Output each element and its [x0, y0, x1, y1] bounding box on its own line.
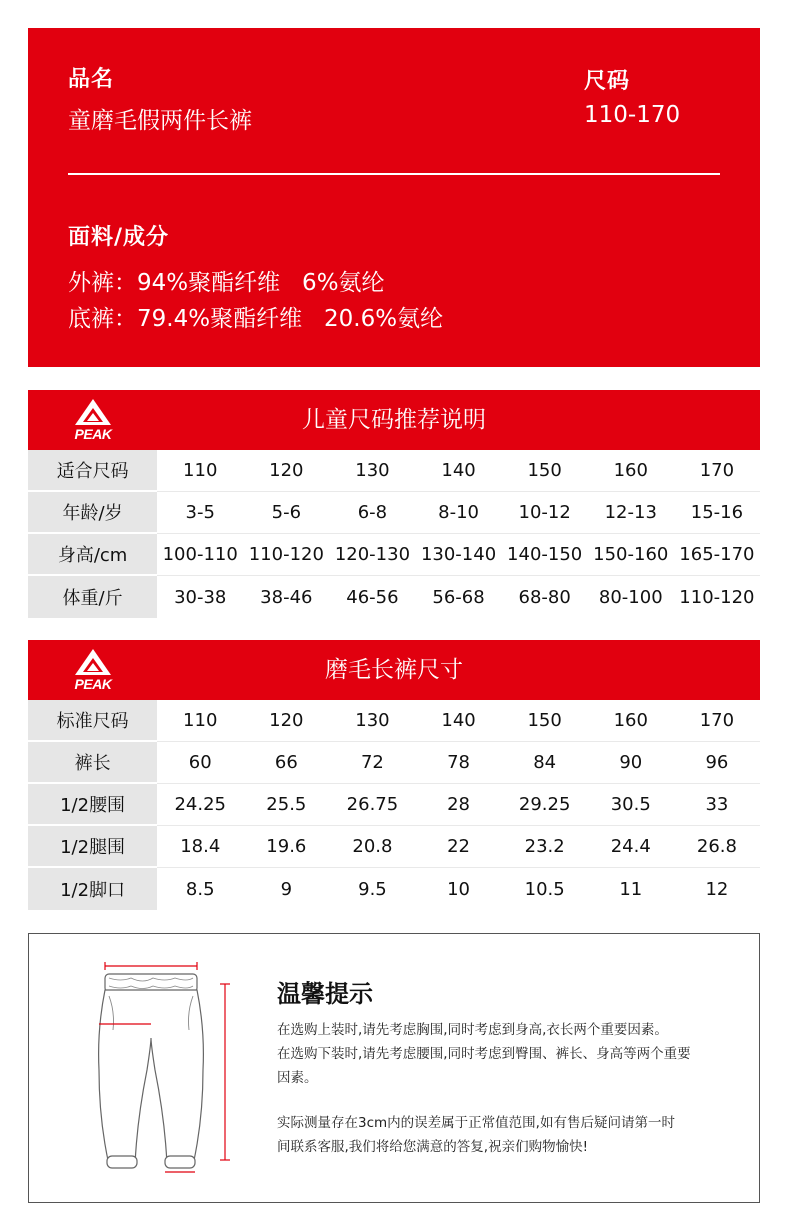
table-cell: 33 — [674, 784, 760, 826]
table-cell: 56-68 — [432, 586, 485, 608]
table-cell: 140-150 — [502, 534, 588, 576]
size-guide-section — [28, 390, 760, 618]
table-cell: 150 — [502, 450, 588, 492]
table-cell: 6-8 — [329, 492, 415, 534]
table-cell: 120-130 — [329, 534, 415, 576]
table-cell: 130-140 — [416, 534, 502, 576]
table-cell: 160 — [588, 700, 674, 742]
table-cell: 160 — [588, 450, 674, 492]
table-cell: 150-160 — [588, 534, 674, 576]
fabric-outer-line: 外裤：94%聚酯纤维 6%氨纶 — [68, 270, 385, 296]
divider — [68, 173, 720, 175]
table-row — [28, 492, 760, 534]
table-cell: 60 — [157, 742, 243, 784]
table-row — [28, 868, 760, 910]
table-row — [28, 826, 760, 868]
table-cell: 120 — [243, 450, 329, 492]
product-info-panel — [28, 28, 760, 367]
tips-box — [28, 933, 760, 1203]
peak-logo-text: PEAK — [74, 676, 112, 692]
table-cell: 24.25 — [157, 784, 243, 826]
measurements-title: 磨毛长裤尺寸 — [325, 657, 463, 683]
table-cell: 140 — [416, 450, 502, 492]
table-row — [28, 534, 760, 576]
table-cell: 96 — [674, 742, 760, 784]
table-cell: 28 — [416, 784, 502, 826]
table-cell: 20.8 — [329, 826, 415, 868]
tips-line: 在选购上装时,请先考虑胸围,同时考虑到身高,衣长两个重要因素。 — [277, 1022, 668, 1038]
table-cell: 30-38 — [174, 586, 227, 608]
tips-line: 实际测量存在3cm内的误差属于正常值范围,如有售后疑问请第一时 — [277, 1115, 675, 1131]
row-label: 1/2腿围 — [28, 826, 157, 868]
table-cell: 110-120 — [679, 586, 755, 608]
table-cell: 110 — [157, 450, 243, 492]
table-cell: 12-13 — [588, 492, 674, 534]
table-cell: 72 — [329, 742, 415, 784]
table-cell: 9 — [280, 878, 293, 900]
measurements-header — [28, 640, 760, 700]
product-name-value: 童磨毛假两件长裤 — [68, 108, 252, 134]
row-label: 年龄/岁 — [28, 492, 157, 534]
table-cell: 66 — [243, 742, 329, 784]
table-row — [28, 700, 760, 742]
measurements-table — [28, 700, 760, 910]
table-cell: 23.2 — [502, 826, 588, 868]
table-cell: 30.5 — [588, 784, 674, 826]
size-guide-table — [28, 450, 760, 618]
table-cell: 46-56 — [346, 586, 399, 608]
table-cell: 25.5 — [243, 784, 329, 826]
table-cell: 170 — [674, 700, 760, 742]
table-cell: 120 — [243, 700, 329, 742]
table-cell: 68-80 — [518, 586, 571, 608]
table-cell: 170 — [674, 450, 760, 492]
table-cell: 38-46 — [260, 586, 313, 608]
table-cell: 8-10 — [416, 492, 502, 534]
table-cell: 8.5 — [185, 878, 215, 900]
table-cell: 9.5 — [358, 878, 387, 900]
table-cell: 3-5 — [157, 492, 243, 534]
table-cell: 15-16 — [674, 492, 760, 534]
pants-diagram-icon — [91, 960, 241, 1175]
table-cell: 18.4 — [157, 826, 243, 868]
row-label: 身高/cm — [28, 534, 157, 576]
tips-paragraph-2 — [277, 1111, 737, 1159]
table-cell: 10 — [447, 878, 470, 900]
tips-line: 间联系客服,我们将给您满意的答复,祝亲们购物愉快! — [277, 1139, 588, 1155]
product-name-label: 品名 — [68, 67, 115, 92]
table-cell: 78 — [416, 742, 502, 784]
row-label: 裤长 — [28, 742, 157, 784]
table-cell: 29.25 — [502, 784, 588, 826]
row-label: 标准尺码 — [28, 700, 157, 742]
table-row — [28, 784, 760, 826]
table-cell: 110-120 — [243, 534, 329, 576]
table-row — [28, 742, 760, 784]
row-label: 1/2腰围 — [28, 784, 157, 826]
table-cell: 140 — [416, 700, 502, 742]
row-label: 适合尺码 — [28, 450, 157, 492]
table-row — [28, 576, 760, 618]
table-cell: 24.4 — [588, 826, 674, 868]
fabric-lining-line: 底裤：79.4%聚酯纤维 20.6%氨纶 — [68, 306, 444, 332]
row-label: 1/2脚口 — [28, 868, 157, 910]
table-cell: 10.5 — [524, 878, 565, 900]
table-cell: 22 — [416, 826, 502, 868]
table-cell: 150 — [502, 700, 588, 742]
table-cell: 26.75 — [329, 784, 415, 826]
table-cell: 26.8 — [674, 826, 760, 868]
tips-line: 因素。 — [277, 1070, 318, 1086]
table-cell: 11 — [619, 878, 643, 900]
table-cell: 130 — [329, 450, 415, 492]
size-guide-header — [28, 390, 760, 450]
tips-title: 温馨提示 — [277, 980, 373, 1008]
row-label: 体重/斤 — [28, 576, 157, 618]
table-cell: 80-100 — [598, 586, 663, 608]
fabric-label: 面料/成分 — [68, 225, 170, 250]
tips-line: 在选购下装时,请先考虑腰围,同时考虑到臀围、裤长、身高等两个重要 — [277, 1046, 691, 1062]
measurements-section — [28, 640, 760, 910]
tips-paragraph-1 — [277, 1018, 737, 1090]
table-cell: 110 — [157, 700, 243, 742]
table-cell: 84 — [502, 742, 588, 784]
table-cell: 165-170 — [674, 534, 760, 576]
table-cell: 90 — [588, 742, 674, 784]
table-cell: 100-110 — [157, 534, 243, 576]
size-range-value: 110-170 — [584, 102, 681, 128]
table-cell: 130 — [329, 700, 415, 742]
table-cell: 12 — [705, 878, 729, 900]
table-cell: 19.6 — [243, 826, 329, 868]
peak-logo-text: PEAK — [74, 426, 112, 442]
size-guide-title: 儿童尺码推荐说明 — [302, 407, 486, 433]
table-row — [28, 450, 760, 492]
table-cell: 5-6 — [243, 492, 329, 534]
table-cell: 10-12 — [502, 492, 588, 534]
size-range-label: 尺码 — [584, 69, 631, 94]
